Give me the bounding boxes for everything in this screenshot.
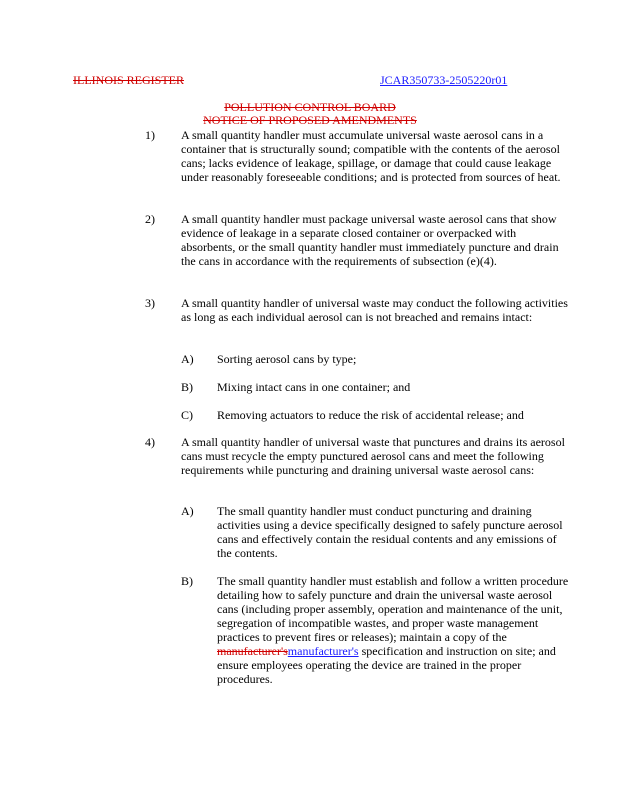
item-number: 4) [145,435,155,449]
item-number: 1) [145,128,155,142]
jcar-reference: JCAR350733-2505220r01 [380,73,508,87]
deleted-text: manufacturer's [217,644,288,658]
item-text: A small quantity handler of universal waste that punctures and drains its aerosol cans must recycle the empty punctured aerosol cans and meet the following requirements while puncturing and draining universal waste aerosol cans: [181,435,565,477]
inserted-text: manufacturer's [287,644,359,658]
item-number: B) [181,380,193,394]
register-header: ILLINOIS REGISTER [73,73,184,87]
item-text: Mixing intact cans in one container; and [217,380,411,394]
item-number: A) [181,352,194,366]
item-number: 3) [145,296,155,310]
item-text: Removing actuators to reduce the risk of accidental release; and [217,408,524,422]
item-text: Sorting aerosol cans by type; [217,352,357,366]
item-text-after: specification and instruction on site; and ensure employees operating the device are trained in the proper procedures. [217,644,556,686]
item-text: A small quantity handler must package universal waste aerosol cans that show evidence of leakage in a separate closed container or overpacked with absorbents, or the small quantity handler must immediately puncture and drain the cans in accordance with the requirements of subsection (e)(4). [181,212,559,268]
item-text [217,574,573,686]
item-number: C) [181,408,193,422]
item-number: A) [181,504,194,518]
item-text: A small quantity handler of universal waste may conduct the following activities as long as each individual aerosol can is not breached and remains intact: [181,296,568,324]
item-text: A small quantity handler must accumulate universal waste aerosol cans in a container that is structurally sound; compatible with the contents of the aerosol cans; lacks evidence of leakage, spillage, or damage that could cause leakage under reasonably foreseeable conditions; and is protected from sources of heat. [181,128,561,184]
item-text: The small quantity handler must conduct puncturing and draining activities using a device specifically designed to safely puncture aerosol cans and effectively contain the residual contents and any emissions of the contents. [217,504,563,560]
item-number: 2) [145,212,155,226]
agency-title: POLLUTION CONTROL BOARD [224,100,396,114]
item-text-before: The small quantity handler must establish and follow a written procedure detailing how to safely puncture and drain the universal waste aerosol cans (including proper assembly, operation and maintenance of the unit, segregation of incompatible wastes, and proper waste management practices to prevent fires or releases); maintain a copy of the [217,574,569,644]
item-number: B) [181,574,193,588]
notice-title: NOTICE OF PROPOSED AMENDMENTS [203,113,417,127]
